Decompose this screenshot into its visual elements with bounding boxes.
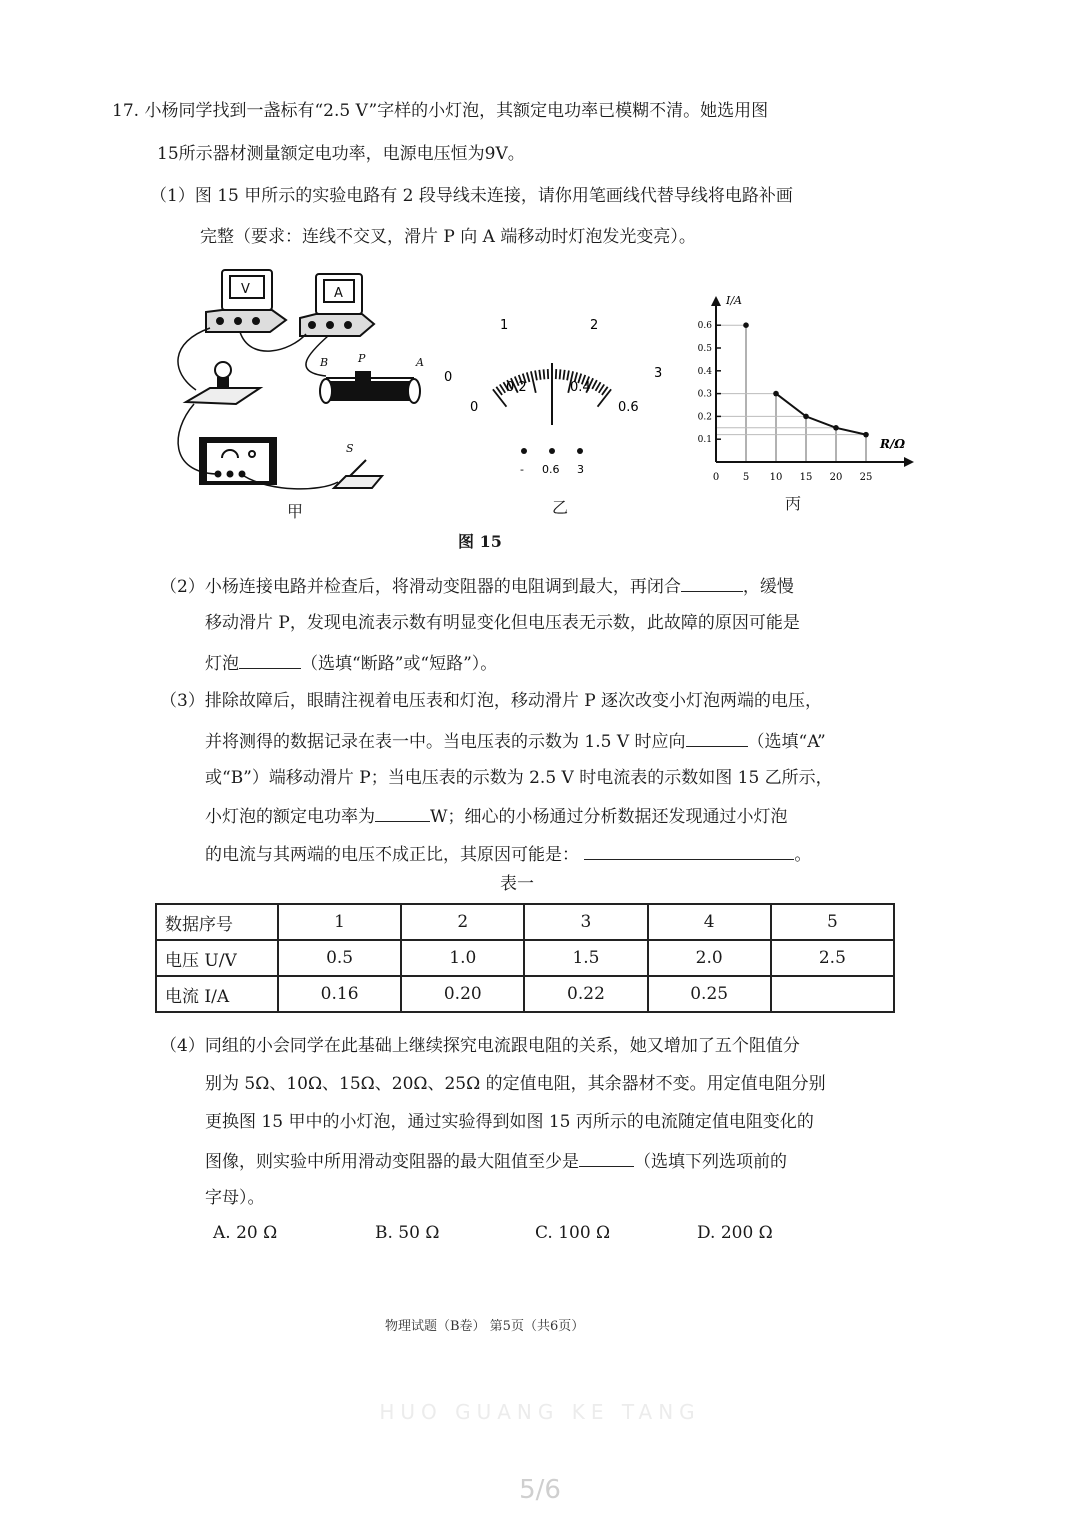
table-cell: 1.5: [524, 940, 647, 976]
part3-line-3: 或“B”）端移动滑片 P；当电压表的示数为 2.5 V 时电流表的示数如图 15 乙所示，: [205, 768, 833, 788]
power-supply-icon: [200, 438, 276, 484]
switch-icon: [334, 460, 382, 488]
row-header: 电流 I/A: [156, 976, 278, 1012]
table-cell: 0.22: [524, 976, 647, 1012]
dial-tick: [563, 370, 564, 380]
table-cell: 1.0: [401, 940, 524, 976]
answer-blank[interactable]: [681, 574, 743, 592]
dial-tick: [535, 370, 537, 380]
question-intro-line-2: 15所示器材测量额定电功率，电源电压恒为9V。: [157, 144, 525, 164]
part4-line-2: 别为 5Ω、10Ω、15Ω、20Ω、25Ω 的定值电阻，其余器材不变。用定值电阻分别: [205, 1074, 826, 1094]
table-cell: 2.0: [648, 940, 771, 976]
x-axis-arrow-icon: [904, 457, 914, 467]
option-b[interactable]: B. 50 Ω: [375, 1223, 440, 1243]
answer-blank[interactable]: [375, 804, 430, 822]
part2-line-1: （2）小杨连接电路并检查后，将滑动变阻器的电阻调到最大，再闭合 ，缓慢: [160, 574, 794, 598]
circuit-diagram: [160, 262, 440, 498]
answer-blank[interactable]: [239, 651, 301, 669]
dial-top-label: 2: [590, 318, 599, 333]
table-cell: 3: [524, 904, 647, 940]
y-tick-label: 0.6: [697, 321, 712, 332]
switch-label: S: [346, 442, 354, 455]
x-axis-label: R/Ω: [880, 437, 906, 451]
terminal-dot: [521, 448, 527, 454]
dial-top-label: 1: [500, 318, 509, 333]
table-row: [156, 940, 894, 976]
part1-line-1: （1）图 15 甲所示的实验电路有 2 段导线未连接，请你用笔画线代替导线将电路补画: [150, 186, 793, 206]
question-intro-line-1: 17. 小杨同学找到一盏标有“2.5 V”字样的小灯泡，其额定电功率已模糊不清。她选用图: [112, 101, 769, 121]
bulb-icon: [186, 362, 260, 404]
question-number: 17.: [112, 101, 140, 121]
data-curve: [776, 394, 866, 435]
table-cell: 2.5: [771, 940, 894, 976]
x-tick-label: 0: [712, 472, 720, 483]
y-axis-label: I/A: [726, 294, 742, 307]
part2-line-2: 移动滑片 P，发现电流表示数有明显变化但电压表无示数，此故障的原因可能是: [205, 613, 800, 633]
terminal-dot: [549, 448, 555, 454]
table-cell: 5: [771, 904, 894, 940]
option-c[interactable]: C. 100 Ω: [535, 1223, 611, 1243]
data-table: [155, 903, 895, 1013]
part3-line-5: 的电流与其两端的电压不成正比，其原因可能是： 。: [205, 842, 811, 866]
dial-tick: [527, 372, 530, 382]
part2-line-3: 灯泡 （选填“断路”或“短路”）。: [205, 651, 497, 675]
figure-sub-yi: 乙: [552, 498, 569, 517]
x-tick-label: 15: [799, 472, 813, 483]
figure-sub-jia: 甲: [287, 502, 304, 521]
dial-bottom-label: 0.6: [618, 400, 639, 415]
table-row: [156, 904, 894, 940]
data-point: [803, 414, 809, 420]
dial-tick: [544, 369, 545, 379]
rheostat-a-label: A: [416, 356, 424, 369]
table-row: [156, 976, 894, 1012]
y-tick-label: 0.1: [697, 435, 712, 446]
rheostat-b-label: B: [320, 356, 329, 369]
terminal-dot: [577, 448, 583, 454]
ammeter-icon: [300, 274, 374, 336]
option-a[interactable]: A. 20 Ω: [213, 1223, 278, 1243]
table-cell: 2: [401, 904, 524, 940]
page-footer: 物理试题（B卷） 第5页（共6页）: [385, 1319, 585, 1334]
part4-line-1: （4）同组的小会同学在此基础上继续探究电流跟电阻的关系，她又增加了五个阻值分: [160, 1036, 800, 1056]
row-header: 数据序号: [156, 904, 278, 940]
part3-line-2: 并将测得的数据记录在表一中。当电压表的示数为 1.5 V 时应向 （选填“A”: [205, 729, 826, 753]
part4-line-4: 图像，则实验中所用滑动变阻器的最大阻值至少是 （选填下列选项前的: [205, 1149, 787, 1173]
table-cell: 1: [278, 904, 401, 940]
data-point: [863, 432, 869, 438]
dial-bottom-label: 0.4: [570, 380, 591, 395]
current-resistance-chart: [684, 292, 920, 488]
voltmeter-label: V: [241, 282, 250, 297]
dial-top-label: 0: [444, 370, 453, 385]
data-point: [833, 425, 839, 431]
part4-line-5: 字母）。: [205, 1188, 265, 1208]
dial-tick: [592, 380, 597, 389]
row-header: 电压 U/V: [156, 940, 278, 976]
part3-line-4: 小灯泡的额定电功率为 W；细心的小杨通过分析数据还发现通过小灯泡: [205, 804, 787, 828]
watermark: HUO GUANG KE TANG: [379, 1400, 701, 1424]
y-axis-arrow-icon: [711, 296, 721, 306]
table-cell: 0.5: [278, 940, 401, 976]
y-tick-label: 0.5: [697, 344, 712, 354]
data-point: [743, 322, 749, 328]
dial-bottom-label: 0.2: [506, 380, 527, 395]
terminal-label: 0.6: [542, 463, 560, 476]
dial-tick: [539, 370, 540, 380]
table-cell-empty[interactable]: [771, 976, 894, 1012]
data-point: [773, 391, 779, 397]
x-tick-label: 5: [742, 472, 750, 483]
table-cell: 0.16: [278, 976, 401, 1012]
page-indicator: 5/6: [519, 1475, 561, 1505]
part3-line-1: （3）排除故障后，眼睛注视着电压表和灯泡，移动滑片 P 逐次改变小灯泡两端的电压，: [160, 691, 823, 711]
ammeter-label: A: [334, 286, 343, 301]
terminal-label: 3: [577, 463, 584, 476]
figure-caption: 图 15: [458, 532, 502, 551]
table-title: 表一: [500, 874, 534, 894]
dial-tick: [560, 369, 561, 379]
answer-blank[interactable]: [686, 729, 748, 747]
part4-line-3: 更换图 15 甲中的小灯泡，通过实验得到如图 15 丙所示的电流随定值电阻变化的: [205, 1112, 814, 1132]
y-tick-label: 0.3: [697, 389, 712, 400]
y-tick-label: 0.2: [697, 412, 712, 423]
option-d[interactable]: D. 200 Ω: [697, 1223, 773, 1243]
terminal-label: -: [520, 463, 524, 476]
dial-tick: [567, 370, 569, 380]
figure-sub-bing: 丙: [785, 494, 802, 513]
dial-top-label: 3: [654, 366, 663, 381]
y-tick-label: 0.4: [697, 366, 712, 377]
voltmeter-icon: [206, 270, 286, 332]
chart-grid: [716, 325, 866, 462]
rheostat-p-label: P: [358, 352, 366, 365]
ammeter-dial: [440, 315, 680, 491]
rheostat-icon: [320, 372, 420, 403]
table-cell: 4: [648, 904, 771, 940]
x-tick-label: 10: [769, 472, 783, 483]
table-cell: 0.20: [401, 976, 524, 1012]
part1-line-2: 完整（要求：连线不交叉，滑片 P 向 A 端移动时灯泡发光变亮）。: [200, 227, 696, 247]
dial-bottom-label: 0: [470, 400, 479, 415]
answer-blank[interactable]: [579, 1149, 634, 1167]
x-tick-label: 20: [829, 472, 843, 483]
x-tick-label: 25: [859, 472, 873, 483]
table-cell: 0.25: [648, 976, 771, 1012]
answer-blank[interactable]: [584, 842, 794, 860]
